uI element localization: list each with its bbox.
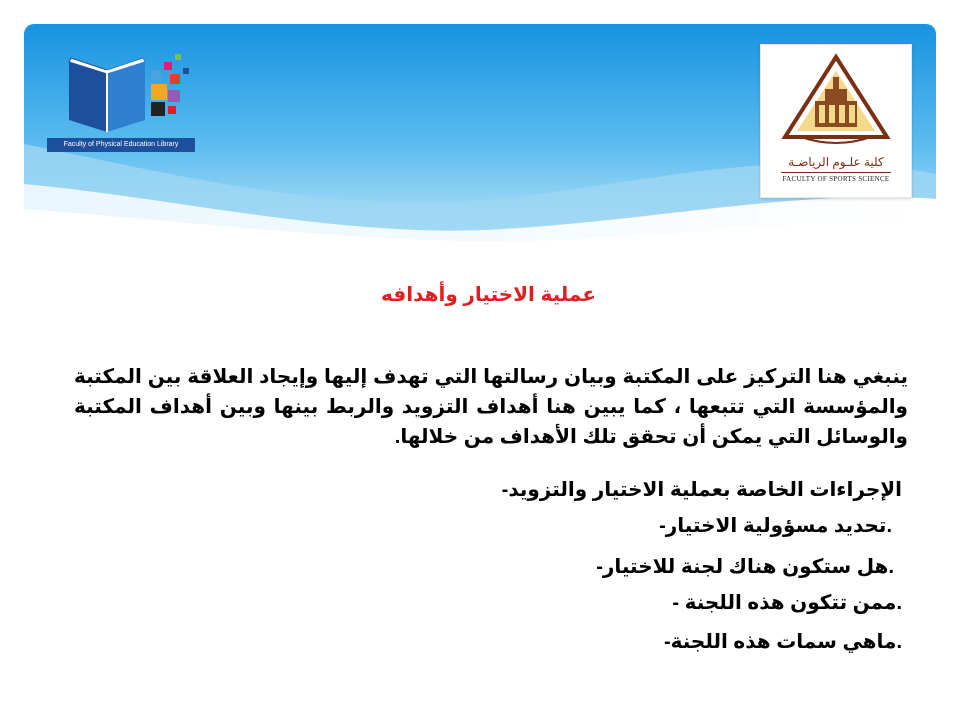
faculty-logo-divider: [781, 172, 891, 173]
library-logo: [47, 40, 195, 152]
list-item: -هل ستكون هناك لجنة للاختيار.: [596, 556, 894, 578]
slide-title: عملية الاختيار وأهدافه: [381, 284, 596, 306]
list-item: -الإجراءات الخاصة بعملية الاختيار والتزويد: [501, 479, 902, 501]
university-seal-icon: [761, 45, 911, 153]
list-item: - ممن تتكون هذه اللجنة.: [672, 592, 902, 614]
faculty-arabic-name: كلية علـوم الرياضـة: [788, 155, 884, 169]
list-item: -تحديد مسؤولية الاختيار.: [659, 515, 892, 537]
faculty-logo: [760, 44, 912, 198]
intro-paragraph: ينبغي هنا التركيز على المكتبة وبيان رسالتها التي تهدف إليها وإيجاد العلاقة بين المكتبة والمؤسسة التي تتبعها ، كما يبين هنا أهداف التزويد والربط بينها وبين أهداف المكتبة والوسائل التي يمكن أن تحقق تلك الأهداف من خلالها.: [74, 366, 908, 448]
library-logo-caption: Faculty of Physical Education Library: [47, 138, 195, 152]
list-item: -ماهي سمات هذه اللجنة.: [663, 631, 902, 653]
faculty-english-name: FACULTY OF SPORTS SCIENCE: [782, 175, 890, 183]
book-library-icon: [47, 40, 195, 138]
